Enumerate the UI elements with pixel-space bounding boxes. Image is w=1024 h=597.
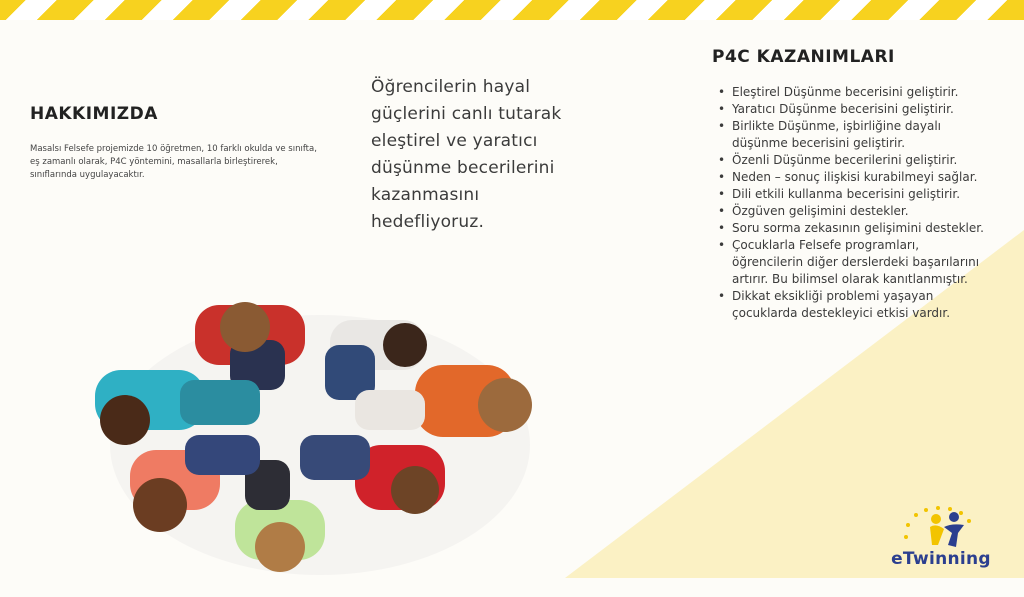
mission-line: eleştirel ve yaratıcı — [371, 131, 538, 151]
p4c-title: P4C KAZANIMLARI — [712, 47, 895, 67]
list-item: • Birlikte Düşünme, işbirliğine dayalı düşünme becerisini geliştirir. — [718, 118, 988, 152]
mission-statement — [371, 74, 631, 236]
list-item: • Yaratıcı Düşünme becerisini geliştirir. — [718, 101, 988, 118]
etwinning-logo-text: eTwinning — [891, 549, 991, 569]
list-item: • Dili etkili kullanma becerisini geliştirir. — [718, 186, 988, 203]
list-item: • Dikkat eksikliği problemi yaşayan çocuklarda destekleyici etkisi vardır. — [718, 288, 988, 322]
about-text: Masalsı Felsefe projemizde 10 öğretmen, 10 farklı okulda ve sınıfta, eş zamanlı olarak, P4C yöntemini, masallarla birleştirerek, sınıflarında uygulayacaktır. — [30, 144, 317, 180]
list-item: • Özgüven gelişimini destekler. — [718, 203, 988, 220]
mission-line: kazanmasını — [371, 185, 480, 205]
list-item: • Eleştirel Düşünme becerisini geliştirir. — [718, 84, 988, 101]
list-item: • Özenli Düşünme becerilerini geliştirir. — [718, 152, 988, 169]
list-item: • Soru sorma zekasının gelişimini destekler. — [718, 220, 988, 237]
p4c-benefits-list — [718, 84, 988, 322]
etwinning-logo — [886, 505, 996, 577]
etwinning-logo-icon — [886, 505, 996, 553]
children-circle-image — [85, 285, 555, 585]
mission-line: Öğrencilerin hayal — [371, 77, 531, 97]
mission-line: güçlerini canlı tutarak — [371, 104, 562, 124]
mission-line: hedefliyoruz. — [371, 212, 485, 232]
mission-line: düşünme becerilerini — [371, 158, 555, 178]
list-item: • Neden – sonuç ilişkisi kurabilmeyi sağlar. — [718, 169, 988, 186]
list-item: • Çocuklarla Felsefe programları, öğrencilerin diğer derslerdeki başarılarını artırır. Bu bilimsel olarak kanıtlanmıştır. — [718, 237, 988, 288]
about-title: HAKKIMIZDA — [30, 104, 158, 124]
